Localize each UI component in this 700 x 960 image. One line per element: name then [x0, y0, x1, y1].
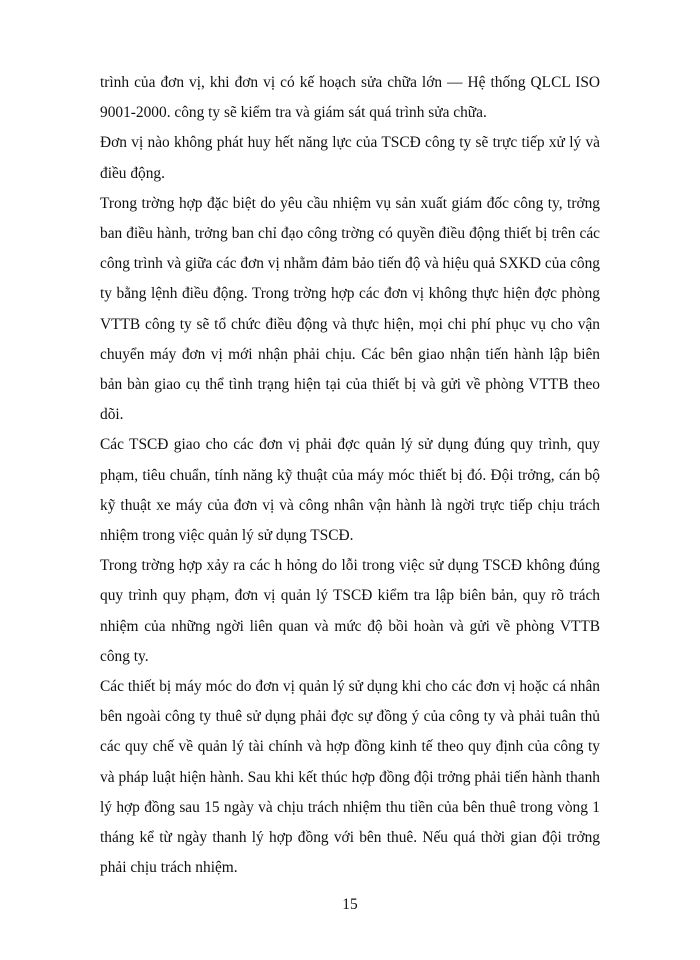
paragraph-6: Các thiết bị máy móc do đơn vị quản lý sử dụng khi cho các đơn vị hoặc cá nhân bên ngoài công ty thuê sử dụng phải đợc sự đồng ý của công ty và phải tuân thủ các quy chế về quản lý tài chính và hợp đồng kinh tế theo quy định của công ty và pháp luật hiện hành. Sau khi kết thúc hợp đồng đội trởng phải tiến hành thanh lý hợp đồng sau 15 ngày và chịu trách nhiệm thu tiền của bên thuê trong vòng 1 tháng kể từ ngày thanh lý hợp đồng với bên thuê. Nếu quá thời gian đội trởng phải chịu trách nhiệm.: [100, 678, 600, 877]
paragraph-4: Các TSCĐ giao cho các đơn vị phải đợc quản lý sử dụng đúng quy trình, quy phạm, tiêu chuẩn, tính năng kỹ thuật của máy móc thiết bị đó. Đội trởng, cán bộ kỹ thuật xe máy của đơn vị và công nhân vận hành là ngời trực tiếp chịu trách nhiệm trong việc quản lý sử dụng TSCĐ.: [100, 436, 600, 545]
paragraph-5: Trong trờng hợp xảy ra các h hỏng do lỗi trong việc sử dụng TSCĐ không đúng quy trình quy phạm, đơn vị quản lý TSCĐ kiểm tra lập biên bản, quy rõ trách nhiệm của những ngời liên quan và mức độ bồi hoàn và gửi về phòng VTTB công ty.: [100, 557, 600, 665]
page-number: 15: [342, 896, 358, 913]
paragraph-1: trình của đơn vị, khi đơn vị có kế hoạch sửa chữa lớn — Hệ thống QLCL ISO 9001-2000. công ty sẽ kiểm tra và giám sát quá trình sửa chữa.: [100, 74, 600, 122]
paragraph-2: Đơn vị nào không phát huy hết năng lực của TSCĐ công ty sẽ trực tiếp xử lý và điều động.: [100, 134, 600, 182]
paragraph-3: Trong trờng hợp đặc biệt do yêu cầu nhiệm vụ sản xuất giám đốc công ty, trởng ban điều hành, trởng ban chỉ đạo công trờng có quyền điều động thiết bị trên các công trình và giữa các đơn vị nhằm đảm bảo tiến độ và hiệu quả SXKD của công ty bằng lệnh điều động. Trong trờng hợp các đơn vị không thực hiện đợc phòng VTTB công ty sẽ tổ chức điều động và thực hiện, mọi chi phí phục vụ cho vận chuyển máy đơn vị mới nhận phải chịu. Các bên giao nhận tiến hành lập biên bản bàn giao cụ thể tình trạng hiện tại của thiết bị và gửi về phòng VTTB theo dõi.: [100, 194, 600, 424]
